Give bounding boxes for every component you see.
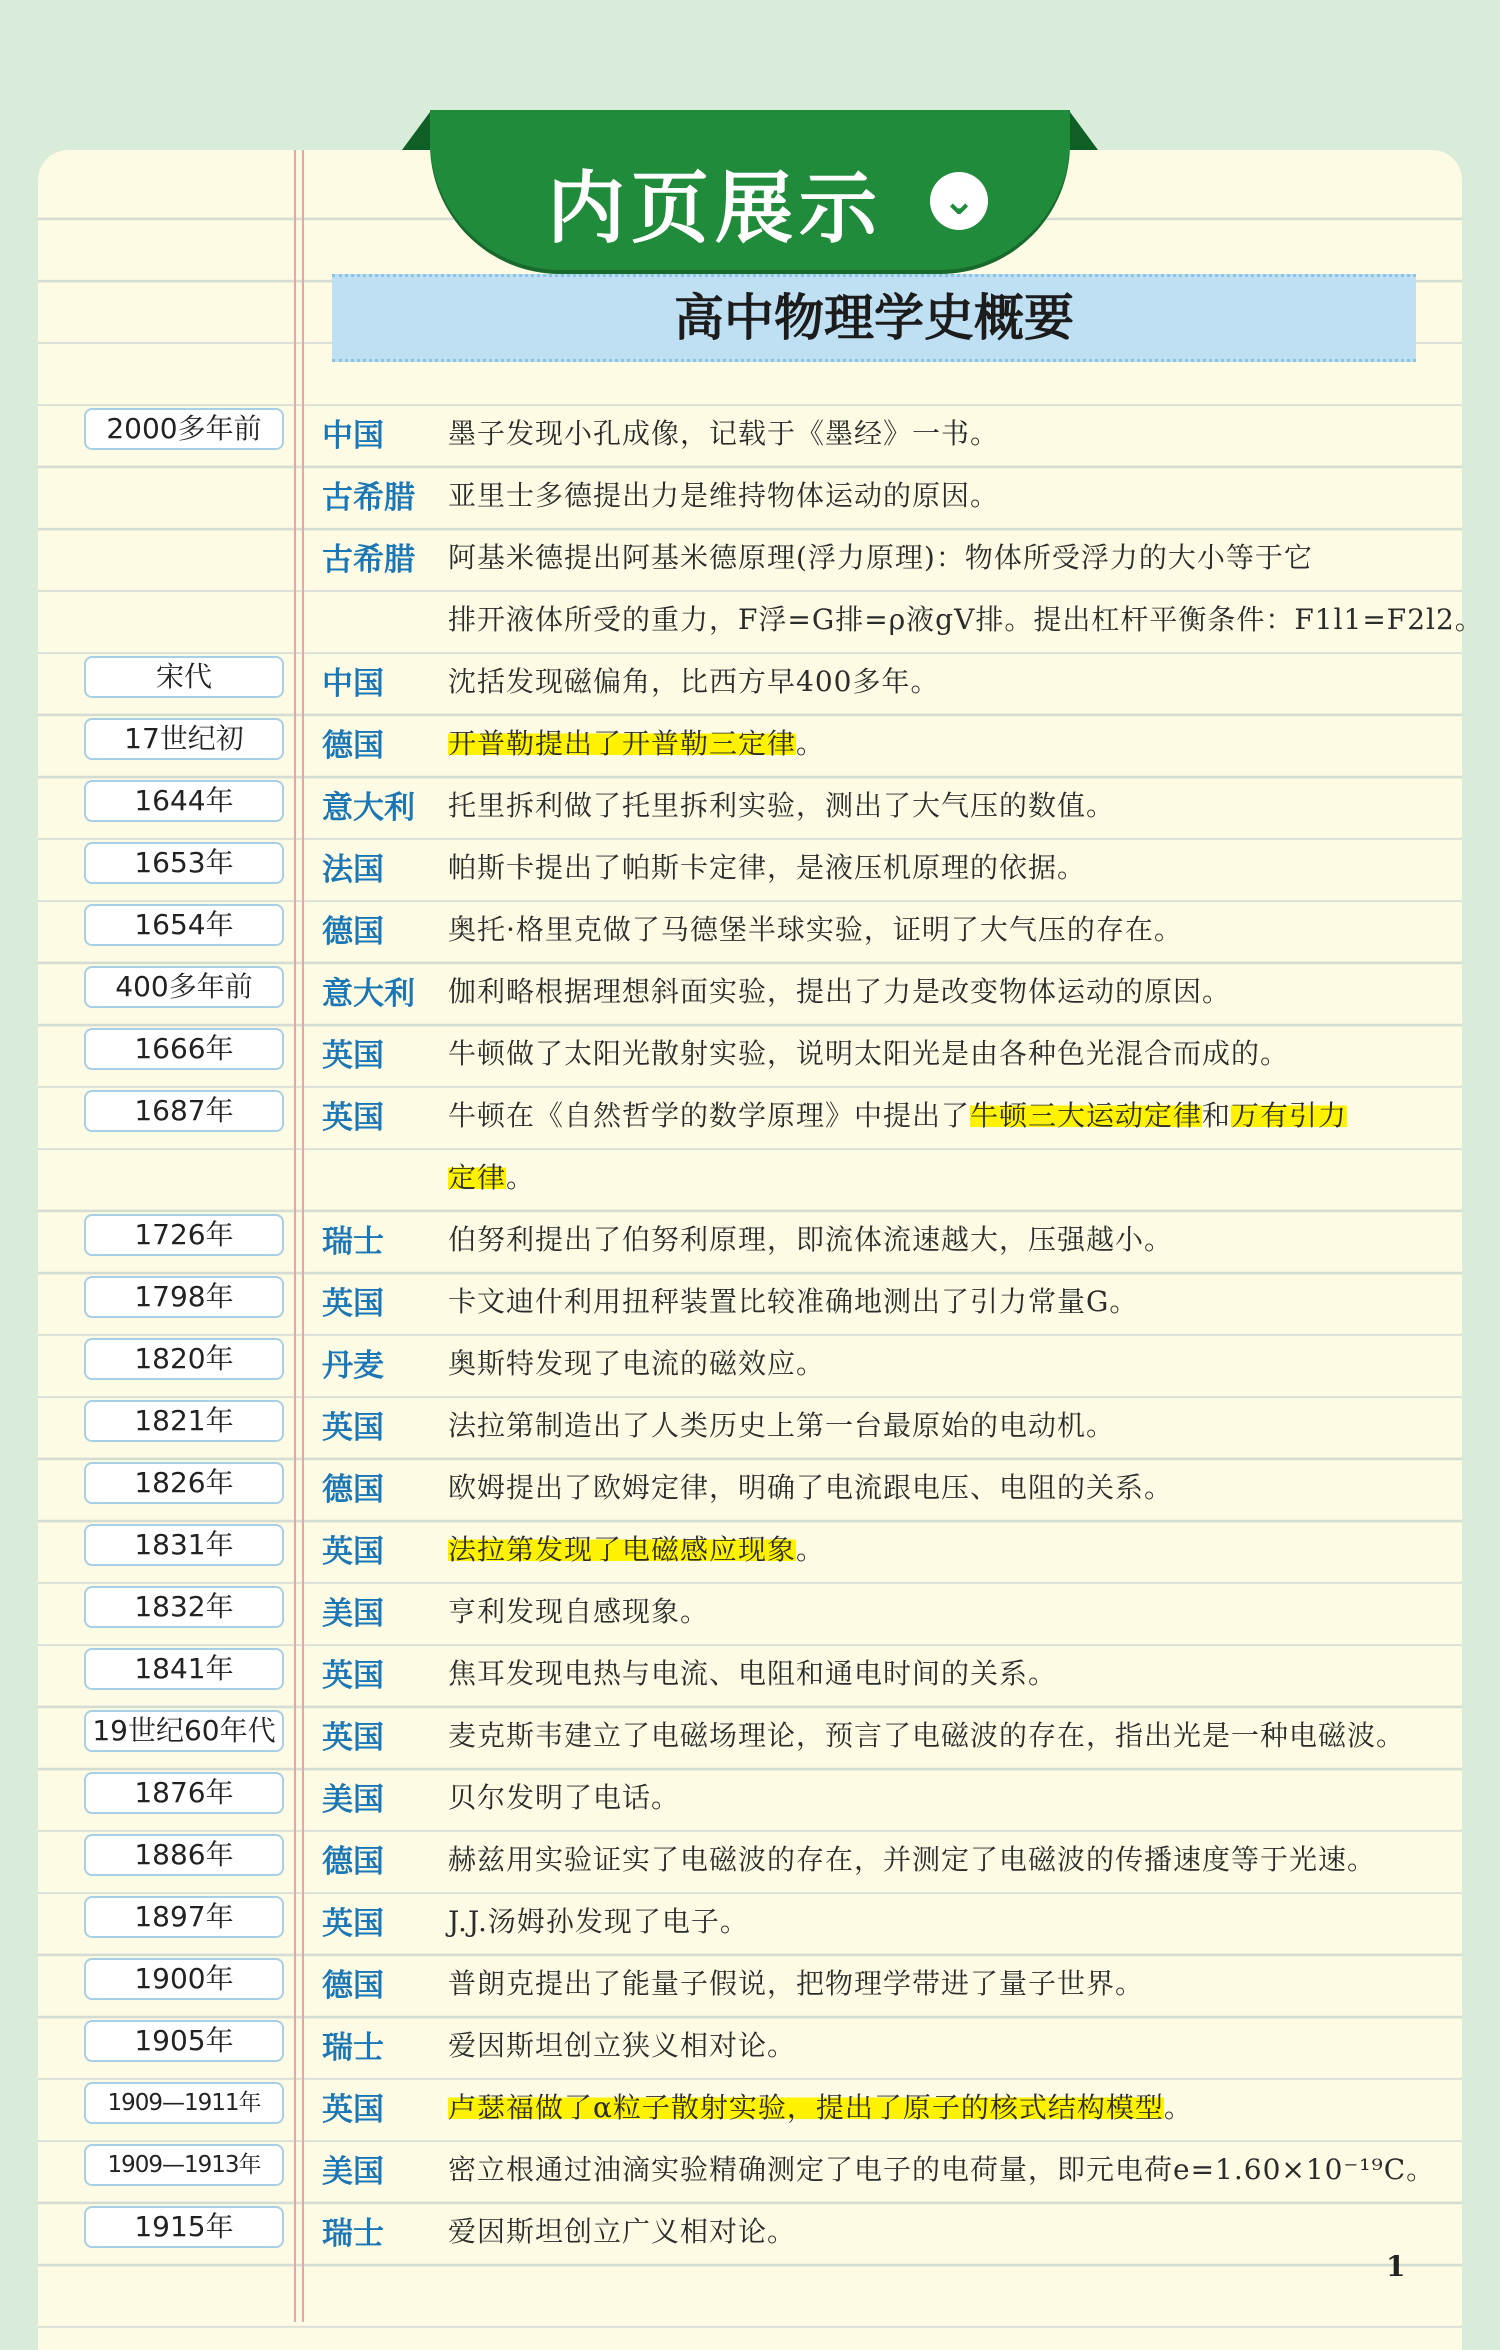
country-label: 瑞士 [322,1224,384,1260]
event-text [448,1838,1376,1878]
event-text [448,1466,1173,1506]
date-label: 400多年前 [84,966,284,1008]
event-text-part: 欧姆提出了欧姆定律，明确了电流跟电压、电阻的关系。 [448,1471,1174,1504]
event-text [448,1280,1138,1320]
event-text [448,2148,1435,2188]
list-item [0,1204,1500,1266]
event-text-part: 和 [1202,1099,1232,1132]
highlighted-text: 开普勒提出了开普勒三定律 [448,727,797,760]
country-label: 英国 [322,1534,384,1570]
event-text-part: 托里拆利做了托里拆利实验，测出了大气压的数值。 [448,789,1116,822]
event-text [448,1652,1057,1692]
event-text [448,784,1115,824]
event-text-part: 麦克斯韦建立了电磁场理论，预言了电磁波的存在，指出光是一种电磁波。 [448,1719,1406,1752]
date-label: 1886年 [84,1834,284,1876]
list-item [0,2134,1500,2196]
country-label: 美国 [322,1596,384,1632]
event-text [448,1714,1405,1754]
list-item [0,584,1500,646]
list-item [0,832,1500,894]
list-item [0,1700,1500,1762]
event-text [448,1962,1144,2002]
country-label: 瑞士 [322,2030,384,2066]
list-item [0,2010,1500,2072]
list-item [0,1390,1500,1452]
list-item [0,1948,1500,2010]
country-label: 英国 [322,1038,384,1074]
date-label: 1821年 [84,1400,284,1442]
country-label: 美国 [322,1782,384,1818]
highlighted-text: 卢瑟福做了α粒子散射实验，提出了原子的核式结构模型 [448,2091,1164,2124]
event-text [448,2024,796,2064]
event-text [448,2210,796,2250]
highlighted-text: 法拉第发现了电磁感应现象 [448,1533,797,1566]
page-title: 高中物理学史概要 [332,274,1416,362]
event-text-part: J.J.汤姆孙发现了电子。 [448,1905,749,1938]
event-text [448,2086,1193,2126]
event-text-part: 爱因斯坦创立广义相对论。 [448,2215,797,2248]
event-text [448,1032,1289,1072]
event-text-part: 亨利发现自感现象。 [448,1595,710,1628]
date-label: 1726年 [84,1214,284,1256]
list-item [0,956,1500,1018]
list-item [0,708,1500,770]
event-text [448,1156,535,1196]
highlighted-text: 定律 [448,1161,507,1194]
country-label: 德国 [322,1844,384,1880]
event-text-part: 法拉第制造出了人类历史上第一台最原始的电动机。 [448,1409,1116,1442]
list-item [0,522,1500,584]
date-label: 1876年 [84,1772,284,1814]
event-text [448,536,1313,576]
event-text-part: 。 [796,727,826,760]
event-text [448,1776,680,1816]
list-item [0,1576,1500,1638]
date-label: 1826年 [84,1462,284,1504]
country-label: 英国 [322,1720,384,1756]
event-text [448,660,939,700]
country-label: 德国 [322,1472,384,1508]
list-item [0,460,1500,522]
date-label: 1653年 [84,842,284,884]
list-item [0,1638,1500,1700]
country-label: 英国 [322,1286,384,1322]
event-text-part: 墨子发现小孔成像，记载于《墨经》一书。 [448,417,1000,450]
list-item [0,1762,1500,1824]
country-label: 古希腊 [322,480,415,516]
event-text-part: 。 [796,1533,826,1566]
country-label: 美国 [322,2154,384,2190]
event-text-part: 奥斯特发现了电流的磁效应。 [448,1347,826,1380]
event-text [448,908,1183,948]
country-label: 丹麦 [322,1348,384,1384]
country-label: 意大利 [322,790,415,826]
list-item [0,1514,1500,1576]
country-label: 英国 [322,1410,384,1446]
event-text-part: 伯努利提出了伯努利原理，即流体流速越大，压强越小。 [448,1223,1174,1256]
event-text-part: 亚里士多德提出力是维持物体运动的原因。 [448,479,1000,512]
event-text-part: 普朗克提出了能量子假说，把物理学带进了量子世界。 [448,1967,1145,2000]
event-text [448,412,999,452]
event-text-part: 焦耳发现电热与电流、电阻和通电时间的关系。 [448,1657,1058,1690]
country-label: 中国 [322,666,384,702]
list-item [0,1018,1500,1080]
list-item [0,2196,1500,2258]
event-text-part: 伽利略根据理想斜面实验，提出了力是改变物体运动的原因。 [448,975,1232,1008]
date-label: 1897年 [84,1896,284,1938]
page-number: 1 [1386,2250,1406,2283]
date-label: 1909—1911年 [84,2082,284,2124]
date-label: 1644年 [84,780,284,822]
list-item [0,1824,1500,1886]
event-text-part: 卡文迪什利用扭秤装置比较准确地测出了引力常量G。 [448,1285,1139,1318]
country-label: 英国 [322,1906,384,1942]
country-label: 法国 [322,852,384,888]
country-label: 英国 [322,2092,384,2128]
event-text [448,598,1484,638]
date-label: 1909—1913年 [84,2144,284,2186]
list-item [0,894,1500,956]
event-text-part: 。 [506,1161,536,1194]
date-label: 1654年 [84,904,284,946]
event-text-part: 密立根通过油滴实验精确测定了电子的电荷量，即元电荷e=1.60×10⁻¹⁹C。 [448,2153,1436,2186]
event-text-part: 阿基米德提出阿基米德原理(浮力原理)：物体所受浮力的大小等于它 [448,541,1313,574]
header-banner [430,110,1070,270]
banner-fold [402,112,430,150]
event-text [448,970,1231,1010]
date-label: 1666年 [84,1028,284,1070]
date-label: 1820年 [84,1338,284,1380]
highlighted-text: 万有引力 [1231,1099,1348,1132]
date-label: 2000多年前 [84,408,284,450]
list-item [0,398,1500,460]
date-label: 1900年 [84,1958,284,2000]
country-label: 德国 [322,1968,384,2004]
country-label: 德国 [322,914,384,950]
event-text-part: 爱因斯坦创立狭义相对论。 [448,2029,797,2062]
date-label: 1831年 [84,1524,284,1566]
date-label: 1832年 [84,1586,284,1628]
event-text-part: 奥托·格里克做了马德堡半球实验，证明了大气压的存在。 [448,913,1183,946]
event-text-part: 排开液体所受的重力，F浮=G排=ρ液gV排。提出杠杆平衡条件：F1l1=F2l2。 [448,603,1484,636]
date-label: 宋代 [84,656,284,698]
country-label: 中国 [322,418,384,454]
event-text [448,1900,749,1940]
event-text [448,1342,825,1382]
event-text-part: 帕斯卡提出了帕斯卡定律，是液压机原理的依据。 [448,851,1087,884]
date-label: 1915年 [84,2206,284,2248]
event-text-part: 牛顿在《自然哲学的数学原理》中提出了 [448,1099,971,1132]
country-label: 英国 [322,1100,384,1136]
list-item [0,1142,1500,1204]
country-label: 英国 [322,1658,384,1694]
banner-fold [1070,112,1098,150]
event-text-part: 赫兹用实验证实了电磁波的存在，并测定了电磁波的传播速度等于光速。 [448,1843,1377,1876]
event-text [448,1094,1347,1134]
list-item [0,1886,1500,1948]
event-text [448,1218,1173,1258]
date-label: 1905年 [84,2020,284,2062]
country-label: 古希腊 [322,542,415,578]
date-label: 17世纪初 [84,718,284,760]
list-item [0,1266,1500,1328]
list-item [0,770,1500,832]
country-label: 意大利 [322,976,415,1012]
list-item [0,2072,1500,2134]
event-text [448,474,999,514]
event-text-part: 沈括发现磁偏角，比西方早400多年。 [448,665,940,698]
date-label: 1798年 [84,1276,284,1318]
event-text [448,1404,1115,1444]
country-label: 瑞士 [322,2216,384,2252]
date-label: 1841年 [84,1648,284,1690]
country-label: 德国 [322,728,384,764]
event-text [448,722,825,762]
banner-title: 内页展示 [546,164,883,254]
event-text-part: 贝尔发明了电话。 [448,1781,681,1814]
date-label: 19世纪60年代 [84,1710,284,1752]
event-text-part: 。 [1163,2091,1193,2124]
highlighted-text: 牛顿三大运动定律 [970,1099,1203,1132]
event-text [448,1590,709,1630]
list-item [0,1452,1500,1514]
list-item [0,1328,1500,1390]
event-text-part: 牛顿做了太阳光散射实验，说明太阳光是由各种色光混合而成的。 [448,1037,1290,1070]
chevron-down-icon: ⌄ [930,172,988,230]
date-label: 1687年 [84,1090,284,1132]
list-item [0,1080,1500,1142]
event-text [448,1528,825,1568]
event-text [448,846,1086,886]
list-item [0,646,1500,708]
